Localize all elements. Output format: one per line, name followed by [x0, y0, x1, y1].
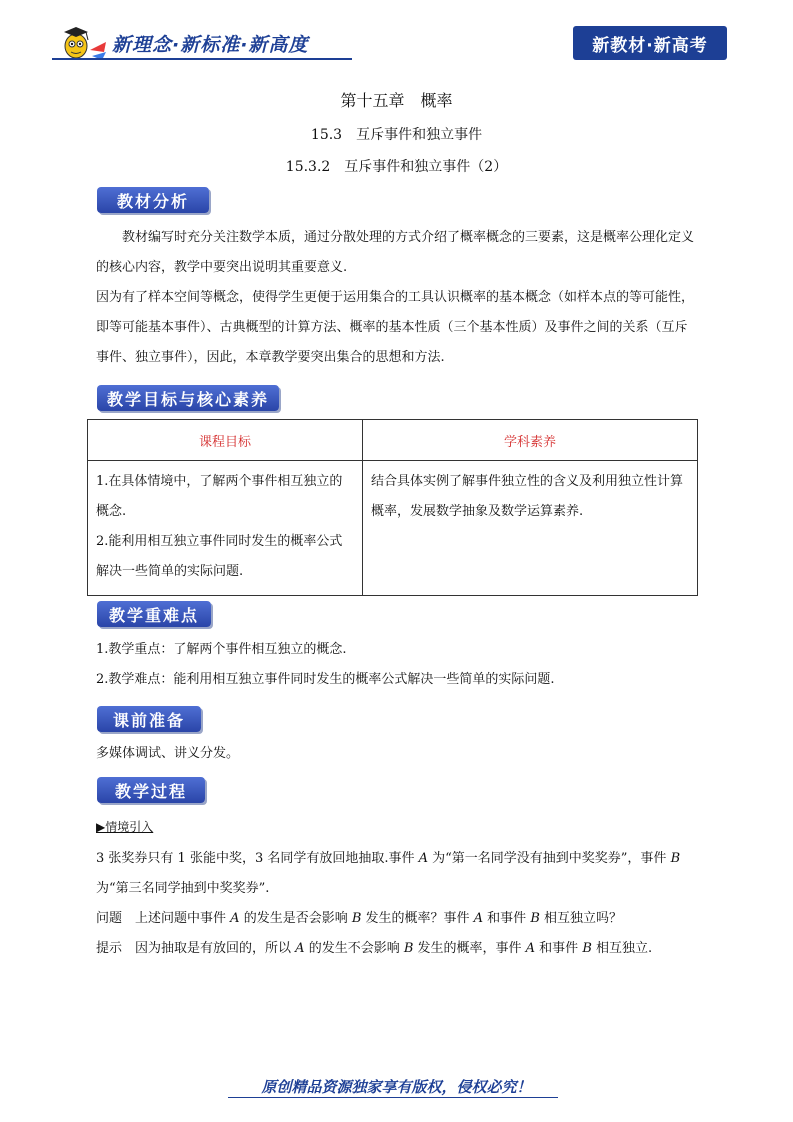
- section-label-process: 教学过程: [97, 777, 205, 803]
- goals-header-literacy: 学科素养: [363, 420, 698, 461]
- section-label-analysis: 教材分析: [97, 187, 209, 213]
- hint-label: 提示: [96, 941, 123, 956]
- goals-header-course: 课程目标: [88, 420, 363, 461]
- prep-text: 多媒体调试、讲义分发。: [96, 746, 240, 761]
- section-label-goals: 教学目标与核心素养: [97, 385, 279, 411]
- goals-table: [87, 419, 698, 596]
- analysis-text: [96, 223, 700, 373]
- goals-literacy-cell: 结合具体实例了解事件独立性的含义及利用独立性计算概率，发展数学抽象及数学运算素养.: [363, 461, 698, 596]
- event-a: A: [418, 851, 428, 866]
- goals-course-cell: [88, 461, 363, 596]
- keypoint-difficulty: 2.教学难点：能利用相互独立事件同时发生的概率公式解决一些简单的实际问题.: [96, 672, 555, 687]
- event-b: B: [670, 851, 681, 866]
- header-slogan: 新理念·新标准·新高度: [112, 34, 309, 56]
- section-title: 15.3 互斥事件和独立事件: [310, 127, 483, 143]
- process-subheading: ▶情境引入: [96, 820, 154, 834]
- footer-underline: [228, 1097, 558, 1098]
- header-divider: [52, 58, 352, 60]
- keypoints-text: [96, 635, 700, 695]
- scenario-paragraph: 3 张奖券只有 1 张能中奖，3 名同学有放回地抽取.事件 A 为“第一名同学没有抽到中奖奖券”，事件 B: [96, 851, 681, 866]
- analysis-paragraph-2: 因为有了样本空间等概念，使得学生更便于运用集合的工具认识概率的基本概念（如样本点的等可能性，即等可能基本事件）、古典概型的计算方法、概率的基本性质（三个基本性质）及事件之间的关系（互斥事件、独立事件），因此，本章教学要突出集合的思想和方法.: [96, 290, 695, 365]
- header-badge: 新教材·新高考: [573, 26, 727, 60]
- course-goal-2: 2.能利用相互独立事件同时发生的概率公式解决一些简单的实际问题.: [96, 534, 343, 579]
- process-text: [96, 844, 700, 964]
- analysis-paragraph-1: 教材编写时充分关注数学本质，通过分散处理的方式介绍了概率概念的三要素，这是概率公理化定义的核心内容，教学中要突出说明其重要意义.: [96, 230, 695, 275]
- footer-copyright: 原创精品资源独家享有版权，侵权必究！: [261, 1078, 532, 1096]
- mascot-logo: [56, 22, 108, 62]
- question-line: 问题 上述问题中事件 A 的发生是否会影响 B 发生的概率？事件 A 和事件 B 相互独立吗？: [96, 911, 623, 926]
- question-label: 问题: [96, 911, 123, 926]
- chapter-title: 第十五章 概率: [340, 91, 453, 110]
- subsection-title: 15.3.2 互斥事件和独立事件（2）: [285, 159, 508, 175]
- section-label-keypoints: 教学重难点: [97, 601, 211, 627]
- hint-line: 提示 因为抽取是有放回的，所以 A 的发生不会影响 B 发生的概率，事件 A 和事件 B 相互独立.: [96, 941, 653, 956]
- scenario-paragraph-cont: 为“第三名同学抽到中奖奖券”.: [96, 881, 270, 896]
- course-goal-1: 1.在具体情境中，了解两个事件相互独立的概念.: [96, 474, 343, 519]
- section-label-prep: 课前准备: [97, 706, 201, 732]
- keypoint-focus: 1.教学重点：了解两个事件相互独立的概念.: [96, 642, 347, 657]
